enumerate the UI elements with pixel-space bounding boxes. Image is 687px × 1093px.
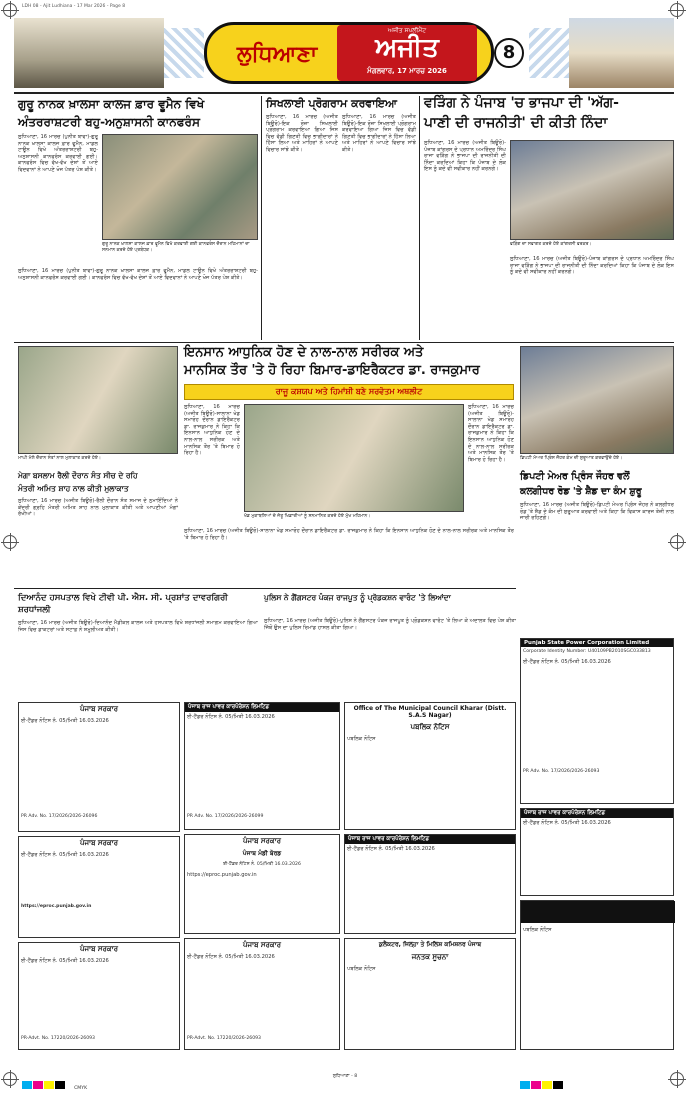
pspcl-ad-mid-number: PR Adv. No. 17/2026/2026-26099 — [187, 814, 264, 819]
athletes-photo — [244, 404, 464, 512]
page-number-badge — [494, 38, 524, 68]
punjab-sarkar-ad-3-number: PR-Advt. No. 17220/2026-26093 — [21, 1036, 95, 1041]
mandi-board-etender: ਈ-ਟੈਂਡਰ ਨੋਟਿਸ ਨੰ. 05/ਮਿਤੀ 16.03.2026 — [223, 862, 301, 867]
deputy-mayor-headline-1: ਡਿਪਟੀ ਮੇਅਰ ਪ੍ਰਿੰਸ ਜੌਹਰ ਵਲੋਂ — [520, 471, 630, 482]
pspcl-ad-title: Punjab State Power Corporation Limited — [521, 639, 673, 647]
punjab-sarkar-ad-4 — [184, 938, 340, 1050]
mela-body: ਲੁਧਿਆਣਾ, 16 ਮਾਰਚ (ਅਜੀਤ ਬਿਊਰੋ)-ਰੈਲੀ ਦੌਰਾਨ ਸੰਤ ਸਮਾਜ ਦੇ ਨੁਮਾਇੰਦਿਆਂ ਨੇ ਕੇਂਦਰੀ ਗ੍ਰਹਿ ਮੰਤਰੀ ਅਮਿਤ ਸ਼ਾਹ ਨਾਲ ਮੁਲਾਕਾਤ ਕੀਤੀ ਅਤੇ ਆਪਣੀਆਂ ਮੰਗਾਂ ਰੱਖੀਆਂ। — [18, 498, 178, 518]
pspcl-ad-center-header: ਪੰਜਾਬ ਰਾਜ ਪਾਵਰ ਕਾਰਪੋਰੇਸ਼ਨ ਲਿਮਟਿਡ — [345, 835, 515, 844]
section-rule-1 — [14, 342, 674, 343]
conference-headline-2: ਅੰਤਰਰਾਸ਼ਟਰੀ ਬਹੁ-ਅਨੁਸ਼ਾਸਨੀ ਕਾਨਫਰੰਸ — [18, 115, 200, 129]
conference-caption: ਗੁਰੂ ਨਾਨਕ ਖ਼ਾਲਸਾ ਕਾਲਜ ਫ਼ਾਰ ਵੂਮੈਨ ਵਿਖੇ ਕਰਵਾਈ ਗਈ ਕਾਨਫਰੰਸ ਦੌਰਾਨ ਮਹਿਮਾਨਾਂ ਦਾ ਸਨਮਾਨ ਕਰਦੇ ਹੋਏ ਪ੍ਰਬੰਧਕ। — [102, 242, 250, 253]
municipal-council-body: ਪਬਲਿਕ ਨੋਟਿਸ — [347, 736, 376, 742]
insaan-caption: ਖੇਡ ਮੁਕਾਬਲਿਆਂ ਦੇ ਜੇਤੂ ਖਿਡਾਰੀਆਂ ਨੂੰ ਸਨਮਾਨਿਤ ਕਰਦੇ ਹੋਏ ਮੁੱਖ ਮਹਿਮਾਨ। — [244, 514, 371, 519]
punjab-sarkar-ad-2-body: ਈ-ਟੈਂਡਰ ਨੋਟਿਸ ਨੰ. 05/ਮਿਤੀ 16.03.2026 — [21, 852, 109, 858]
municipal-council-notice: ਪਬਲਿਕ ਨੋਟਿਸ — [410, 723, 450, 731]
display-ad-body: ਪਬਲਿਕ ਨੋਟਿਸ — [523, 927, 552, 933]
insaan-ribbon — [184, 384, 514, 400]
punjab-sarkar-ad-2 — [18, 836, 180, 938]
masthead-date: ਮੰਗਲਵਾਰ, 17 ਮਾਰਚ 2026 — [367, 67, 447, 75]
warring-caption: ਵੜਿੰਗ ਦਾ ਸਵਾਗਤ ਕਰਦੇ ਹੋਏ ਕਾਂਗਰਸੀ ਵਰਕਰ। — [510, 242, 592, 247]
punjab-sarkar-ad-3 — [18, 942, 180, 1050]
warring-body: ਲੁਧਿਆਣਾ, 16 ਮਾਰਚ (ਅਜੀਤ ਬਿਊਰੋ)-ਪੰਜਾਬ ਕਾਂਗਰਸ ਦੇ ਪ੍ਰਧਾਨ ਅਮਰਿੰਦਰ ਸਿੰਘ ਰਾਜਾ ਵੜਿੰਗ ਨੇ ਭਾਜਪਾ ਦੀ ਰਾਜਨੀਤੀ ਦੀ ਨਿੰਦਾ ਕਰਦਿਆਂ ਕਿਹਾ ਕਿ ਪੰਜਾਬ ਦੇ ਲੋਕ ਇਸ ਨੂੰ ਕਦੇ ਵੀ ਸਵੀਕਾਰ ਨਹੀਂ ਕਰਨਗੇ। — [424, 140, 506, 173]
mandi-board-sarkar: ਪੰਜਾਬ ਸਰਕਾਰ — [242, 837, 281, 845]
conference-headline-1: ਗੁਰੂ ਨਾਨਕ ਖ਼ਾਲਸਾ ਕਾਲਜ ਫ਼ਾਰ ਵੂਮੈਨ ਵਿਖੇ — [18, 97, 205, 111]
masthead-pattern-right — [529, 28, 569, 78]
punjab-sarkar-ad-2-web[interactable]: https://eproc.punjab.gov.in — [21, 904, 92, 909]
collector-ad-janak: ਜਨਤਕ ਸੂਚਨਾ — [411, 953, 449, 961]
pspcl-ad-right-header: ਪੰਜਾਬ ਰਾਜ ਪਾਵਰ ਕਾਰਪੋਰੇਸ਼ਨ ਲਿਮਟਿਡ — [521, 809, 673, 818]
column-rule-1 — [261, 96, 262, 340]
collector-ad-body: ਪਬਲਿਕ ਨੋਟਿਸ — [347, 966, 376, 972]
section-rule-2 — [14, 588, 516, 589]
collector-ad-title: ਕੁਲੈਕਟਰ, ਜਿਲ੍ਹਾ ਤੇ ਮਿਲਿਸ਼ ਕਮਿਸ਼ਨਰ ਪੰਜਾਬ — [378, 941, 482, 948]
police-body: ਲੁਧਿਆਣਾ, 16 ਮਾਰਚ (ਅਜੀਤ ਬਿਊਰੋ)-ਪੁਲਿਸ ਨੇ ਗੈਂਗਸਟਰ ਪੰਕਜ ਰਾਜਪੂਤ ਨੂੰ ਪ੍ਰੋਡਕਸ਼ਨ ਵਾਰੰਟ 'ਤੇ ਲਿਆ ਕੇ ਅਦਾਲਤ ਵਿਚ ਪੇਸ਼ ਕੀਤਾ ਜਿੱਥੋਂ ਉਸ ਦਾ ਪੁਲਿਸ ਰਿਮਾਂਡ ਹਾਸਲ ਕੀਤਾ ਗਿਆ। — [264, 618, 516, 631]
print-slug: LDH 08 - Ajit Ludhiana - 17 Mar 2026 - Page 8 — [22, 4, 126, 9]
mela-caption: ਮਾਘੀ ਮੇਲੇ ਦੌਰਾਨ ਸੰਤਾਂ ਨਾਲ ਮੁਲਾਕਾਤ ਕਰਦੇ ਹੋਏ। — [18, 456, 101, 461]
pspcl-ad-center-body: ਈ-ਟੈਂਡਰ ਨੋਟਿਸ ਨੰ. 05/ਮਿਤੀ 16.03.2026 — [347, 846, 435, 852]
punjab-sarkar-ad-2-title: ਪੰਜਾਬ ਸਰਕਾਰ — [79, 839, 118, 847]
municipal-council-ad — [344, 702, 516, 830]
pspcl-ad-center — [344, 834, 516, 934]
swatch-black — [55, 1081, 65, 1089]
warring-headline-1: ਵੜਿੰਗ ਨੇ ਪੰਜਾਬ 'ਚ ਭਾਜਪਾ ਦੀ 'ਅੱਗ- — [424, 95, 619, 111]
insaan-headline-2: ਮਾਨਸਿਕ ਤੌਰ 'ਤੇ ਹੋ ਰਿਹਾ ਬਿਮਾਰ-ਡਾਇਰੈਕਟਰ ਡਾ. ਰਾਜਕੁਮਾਰ — [184, 363, 480, 378]
punjab-sarkar-ad-3-body: ਈ-ਟੈਂਡਰ ਨੋਟਿਸ ਨੰ. 05/ਮਿਤੀ 16.03.2026 — [21, 958, 109, 964]
deputy-mayor-headline-2: ਕਲਗੀਧਰ ਰੋਡ 'ਤੇ ਸ਼ੈਡ ਦਾ ਕੰਮ ਸ਼ੁਰੂ — [520, 486, 642, 497]
insaan-headline-1: ਇਨਸਾਨ ਆਧੁਨਿਕ ਹੋਣ ਦੇ ਨਾਲ-ਨਾਲ ਸਰੀਰਕ ਅਤੇ — [184, 345, 424, 360]
footer-color-bar — [22, 1074, 162, 1091]
mandi-board-title: ਪੰਜਾਬ ਮੰਡੀ ਬੋਰਡ — [242, 850, 282, 857]
training-headline: ਸਿਖਲਾਈ ਪ੍ਰੋਗਰਾਮ ਕਰਵਾਇਆ — [266, 97, 397, 110]
masthead-pattern-left — [164, 28, 204, 78]
footer-page-label: ਲੁਧਿਆਣਾ - 8 — [332, 1074, 358, 1079]
swatch-cyan-right — [520, 1081, 530, 1089]
masthead-banner — [204, 22, 494, 84]
deputy-mayor-caption: ਡਿਪਟੀ ਮੇਅਰ ਪ੍ਰਿੰਸ ਜੌਹਰ ਕੰਮ ਦੀ ਸ਼ੁਰੂਆਤ ਕਰਵਾਉਂਦੇ ਹੋਏ। — [520, 456, 623, 461]
mela-headline-1: ਮੇਗਾ ਬਸਲਾਮ ਰੈਲੀ ਦੌਰਾਨ ਸੰਤ ਸੀਚ ਦੇ ਰਹਿ — [18, 471, 138, 480]
registration-mark-bottom-left — [3, 1072, 17, 1086]
pspcl-ad-body: ਈ-ਟੈਂਡਰ ਨੋਟਿਸ ਨੰ. 05/ਮਿਤੀ 16.03.2026 — [523, 659, 611, 665]
insaan-body-col-2: ਲੁਧਿਆਣਾ, 16 ਮਾਰਚ (ਅਜੀਤ ਬਿਊਰੋ)-ਸਾਲਾਨਾ ਖੇਡ ਸਮਾਰੋਹ ਦੌਰਾਨ ਡਾਇਰੈਕਟਰ ਡਾ. ਰਾਜਕੁਮਾਰ ਨੇ ਕਿਹਾ ਕਿ ਇਨਸਾਨ ਆਧੁਨਿਕ ਹੋਣ ਦੇ ਨਾਲ-ਨਾਲ ਸਰੀਰਕ ਅਤੇ ਮਾਨਸਿਕ ਤੌਰ 'ਤੇ ਬਿਮਾਰ ਹੋ ਰਿਹਾ ਹੈ। — [468, 404, 514, 463]
insaan-body-col-3: ਲੁਧਿਆਣਾ, 16 ਮਾਰਚ (ਅਜੀਤ ਬਿਊਰੋ)-ਸਾਲਾਨਾ ਖੇਡ ਸਮਾਰੋਹ ਦੌਰਾਨ ਡਾਇਰੈਕਟਰ ਡਾ. ਰਾਜਕੁਮਾਰ ਨੇ ਕਿਹਾ ਕਿ ਇਨਸਾਨ ਆਧੁਨਿਕ ਹੋਣ ਦੇ ਨਾਲ-ਨਾਲ ਸਰੀਰਕ ਅਤੇ ਮਾਨਸਿਕ ਤੌਰ 'ਤੇ ਬਿਮਾਰ ਹੋ ਰਿਹਾ ਹੈ। — [184, 528, 514, 541]
hospital-headline: ਦਿਆਨੰਦ ਹਸਪਤਾਲ ਵਿਖੇ ਟੀਵੀ ਪੀ. ਐਸ. ਸੀ. ਪ੍ਰਸ਼ਾਂਤ ਦਾਵਰਗਿਰੀ ਸ਼ਰਧਾਂਜਲੀ — [18, 593, 228, 615]
swatch-magenta — [33, 1081, 43, 1089]
column-rule-2 — [419, 96, 420, 340]
masthead-paper-name: ਅਜੀਤ — [375, 33, 439, 63]
warring-photo — [510, 140, 674, 240]
pspcl-ad-top — [520, 638, 674, 804]
hospital-body: ਲੁਧਿਆਣਾ, 16 ਮਾਰਚ (ਅਜੀਤ ਬਿਊਰੋ)-ਦਿਆਨੰਦ ਮੈਡੀਕਲ ਕਾਲਜ ਅਤੇ ਹਸਪਤਾਲ ਵਿਖੇ ਸ਼ਰਧਾਂਜਲੀ ਸਮਾਗਮ ਕਰਵਾਇਆ ਗਿਆ ਜਿਸ ਵਿਚ ਡਾਕਟਰਾਂ ਅਤੇ ਸਟਾਫ਼ ਨੇ ਸ਼ਮੂਲੀਅਤ ਕੀਤੀ। — [18, 620, 258, 633]
pspcl-ad-right-body: ਈ-ਟੈਂਡਰ ਨੋਟਿਸ ਨੰ. 05/ਮਿਤੀ 16.03.2026 — [523, 820, 611, 826]
punjab-sarkar-ad-1-number: PR Adv. No. 17/2026/2026-26096 — [21, 814, 98, 819]
pspcl-ad-right — [520, 808, 674, 896]
masthead-right-clocktower-image — [569, 18, 674, 88]
swatch-cyan — [22, 1081, 32, 1089]
pspcl-ad-mid-body: ਈ-ਟੈਂਡਰ ਨੋਟਿਸ ਨੰ. 05/ਮਿਤੀ 16.03.2026 — [187, 714, 275, 720]
insaan-body-col-1: ਲੁਧਿਆਣਾ, 16 ਮਾਰਚ (ਅਜੀਤ ਬਿਊਰੋ)-ਸਾਲਾਨਾ ਖੇਡ ਸਮਾਰੋਹ ਦੌਰਾਨ ਡਾਇਰੈਕਟਰ ਡਾ. ਰਾਜਕੁਮਾਰ ਨੇ ਕਿਹਾ ਕਿ ਇਨਸਾਨ ਆਧੁਨਿਕ ਹੋਣ ਦੇ ਨਾਲ-ਨਾਲ ਸਰੀਰਕ ਅਤੇ ਮਾਨਸਿਕ ਤੌਰ 'ਤੇ ਬਿਮਾਰ ਹੋ ਰਿਹਾ ਹੈ। — [184, 404, 240, 457]
municipal-council-title: Office of The Municipal Council Kharar (Distt. S.A.S Nagar) — [353, 705, 507, 719]
registration-mark-bottom-right — [670, 1072, 684, 1086]
mandi-board-ad — [184, 834, 340, 934]
punjab-sarkar-ad-1 — [18, 702, 180, 832]
warring-body-cont: ਲੁਧਿਆਣਾ, 16 ਮਾਰਚ (ਅਜੀਤ ਬਿਊਰੋ)-ਪੰਜਾਬ ਕਾਂਗਰਸ ਦੇ ਪ੍ਰਧਾਨ ਅਮਰਿੰਦਰ ਸਿੰਘ ਰਾਜਾ ਵੜਿੰਗ ਨੇ ਭਾਜਪਾ ਦੀ ਰਾਜਨੀਤੀ ਦੀ ਨਿੰਦਾ ਕਰਦਿਆਂ ਕਿਹਾ ਕਿ ਪੰਜਾਬ ਦੇ ਲੋਕ ਇਸ ਨੂੰ ਕਦੇ ਵੀ ਸਵੀਕਾਰ ਨਹੀਂ ਕਰਨਗੇ। — [510, 256, 674, 276]
swatch-magenta-right — [531, 1081, 541, 1089]
deputy-mayor-body: ਲੁਧਿਆਣਾ, 16 ਮਾਰਚ (ਅਜੀਤ ਬਿਊਰੋ)-ਡਿਪਟੀ ਮੇਅਰ ਪ੍ਰਿੰਸ ਜੌਹਰ ਨੇ ਕਲਗੀਧਰ ਰੋਡ 'ਤੇ ਸ਼ੈਡ ਦੇ ਕੰਮ ਦੀ ਸ਼ੁਰੂਆਤ ਕਰਵਾਈ ਅਤੇ ਕਿਹਾ ਕਿ ਵਿਕਾਸ ਕਾਰਜ ਤੇਜ਼ੀ ਨਾਲ ਜਾਰੀ ਰਹਿਣਗੇ। — [520, 502, 674, 522]
punjab-sarkar-ad-1-body: ਈ-ਟੈਂਡਰ ਨੋਟਿਸ ਨੰ. 05/ਮਿਤੀ 16.03.2026 — [21, 718, 109, 724]
conference-body-cont: ਲੁਧਿਆਣਾ, 16 ਮਾਰਚ (ਪੁਨੀਤ ਬਾਵਾ)-ਗੁਰੂ ਨਾਨਕ ਖ਼ਾਲਸਾ ਕਾਲਜ ਫ਼ਾਰ ਵੂਮੈਨ, ਮਾਡਲ ਟਾਊਨ ਵਿਖੇ ਅੰਤਰਰਾਸ਼ਟਰੀ ਬਹੁ-ਅਨੁਸ਼ਾਸਨੀ ਕਾਨਫਰੰਸ ਕਰਵਾਈ ਗਈ। ਕਾਨਫਰੰਸ ਵਿਚ ਵੱਖ-ਵੱਖ ਦੇਸ਼ਾਂ ਤੋਂ ਆਏ ਵਿਦਵਾਨਾਂ ਨੇ ਆਪਣੇ ਖੋਜ ਪੱਤਰ ਪੇਸ਼ ਕੀਤੇ। — [18, 268, 258, 281]
masthead-city: ਲੁਧਿਆਣਾ — [236, 42, 318, 67]
pspcl-ad-number: PR Adv. No. 17/2026/2026-26093 — [523, 769, 600, 774]
mela-photo — [18, 346, 178, 454]
police-headline: ਪੁਲਿਸ ਨੇ ਗੈਂਗਸਟਰ ਪੰਕਜ ਰਾਜਪੂਤ ਨੂੰ ਪ੍ਰੋਡਕਸ਼ਨ ਵਾਰੰਟ 'ਤੇ ਲਿਆਂਦਾ — [264, 593, 451, 602]
training-body-cont: ਲੁਧਿਆਣਾ, 16 ਮਾਰਚ (ਅਜੀਤ ਬਿਊਰੋ)-ਇਕ ਰੋਜ਼ਾ ਸਿਖਲਾਈ ਪ੍ਰੋਗਰਾਮ ਕਰਵਾਇਆ ਗਿਆ ਜਿਸ ਵਿਚ ਵੱਡੀ ਗਿਣਤੀ ਵਿਚ ਭਾਗੀਦਾਰਾਂ ਨੇ ਹਿੱਸਾ ਲਿਆ ਅਤੇ ਮਾਹਿਰਾਂ ਨੇ ਆਪਣੇ ਵਿਚਾਰ ਸਾਂਝੇ ਕੀਤੇ। — [342, 114, 416, 153]
conference-photo — [102, 134, 258, 240]
swatch-black-right — [553, 1081, 563, 1089]
page-number: 8 — [502, 42, 516, 63]
deputy-mayor-photo — [520, 346, 674, 454]
footer-left-label: CMYK — [74, 1086, 88, 1091]
masthead — [14, 18, 674, 90]
pspcl-ad-mid-header: ਪੰਜਾਬ ਰਾਜ ਪਾਵਰ ਕਾਰਪੋਰੇਸ਼ਨ ਲਿਮਟਿਡ — [185, 703, 339, 712]
punjab-sarkar-ad-3-title: ਪੰਜਾਬ ਸਰਕਾਰ — [79, 945, 118, 953]
registration-mark-top-right — [670, 3, 684, 17]
display-ad-banner — [521, 901, 675, 923]
masthead-logo-panel — [337, 25, 477, 81]
footer-color-bar-right — [520, 1074, 660, 1084]
registration-mark-top-left — [3, 3, 17, 17]
mela-headline-2: ਮੰਤਰੀ ਅਮਿਤ ਸ਼ਾਹ ਨਾਲ ਕੀਤੀ ਮੁਲਾਕਾਤ — [18, 484, 129, 493]
display-ad-right — [520, 900, 674, 1050]
mandi-board-body: https://eproc.punjab.gov.in — [187, 872, 257, 878]
registration-mark-mid-left — [3, 535, 17, 549]
swatch-yellow-right — [542, 1081, 552, 1089]
swatch-yellow — [44, 1081, 54, 1089]
punjab-sarkar-ad-4-title: ਪੰਜਾਬ ਸਰਕਾਰ — [242, 941, 281, 949]
collector-ad — [344, 938, 516, 1050]
masthead-left-image — [14, 18, 164, 88]
punjab-sarkar-ad-4-number: PR-Advt. No. 17220/2026-26093 — [187, 1036, 261, 1041]
punjab-sarkar-ad-1-title: ਪੰਜਾਬ ਸਰਕਾਰ — [79, 705, 118, 713]
conference-body: ਲੁਧਿਆਣਾ, 16 ਮਾਰਚ (ਪੁਨੀਤ ਬਾਵਾ)-ਗੁਰੂ ਨਾਨਕ ਖ਼ਾਲਸਾ ਕਾਲਜ ਫ਼ਾਰ ਵੂਮੈਨ, ਮਾਡਲ ਟਾਊਨ ਵਿਖੇ ਅੰਤਰਰਾਸ਼ਟਰੀ ਬਹੁ-ਅਨੁਸ਼ਾਸਨੀ ਕਾਨਫਰੰਸ ਕਰਵਾਈ ਗਈ। ਕਾਨਫਰੰਸ ਵਿਚ ਵੱਖ-ਵੱਖ ਦੇਸ਼ਾਂ ਤੋਂ ਆਏ ਵਿਦਵਾਨਾਂ ਨੇ ਆਪਣੇ ਖੋਜ ਪੱਤਰ ਪੇਸ਼ ਕੀਤੇ। — [18, 134, 98, 173]
pspcl-ad-sub: Corporate Identity Number: U40109PB2010SGC033813 — [523, 649, 651, 654]
masthead-tagline: ਅਜੀਤ ਸਪਲੀਮੈਂਟ — [387, 27, 427, 34]
warring-headline-2: ਪਾਣੀ ਦੀ ਰਾਜਨੀਤੀ' ਦੀ ਕੀਤੀ ਨਿੰਦਾ — [424, 115, 608, 131]
pspcl-ad-mid — [184, 702, 340, 830]
training-body: ਲੁਧਿਆਣਾ, 16 ਮਾਰਚ (ਅਜੀਤ ਬਿਊਰੋ)-ਇਕ ਰੋਜ਼ਾ ਸਿਖਲਾਈ ਪ੍ਰੋਗਰਾਮ ਕਰਵਾਇਆ ਗਿਆ ਜਿਸ ਵਿਚ ਵੱਡੀ ਗਿਣਤੀ ਵਿਚ ਭਾਗੀਦਾਰਾਂ ਨੇ ਹਿੱਸਾ ਲਿਆ ਅਤੇ ਮਾਹਿਰਾਂ ਨੇ ਆਪਣੇ ਵਿਚਾਰ ਸਾਂਝੇ ਕੀਤੇ। — [266, 114, 338, 153]
insaan-ribbon-text: ਰਾਜੂ ਕਸ਼ਯਪ ਅਤੇ ਹਿਮਾਂਸ਼ੀ ਬਣੇ ਸਰਵੋਤਮ ਅਥਲੀਟ — [275, 387, 423, 396]
punjab-sarkar-ad-4-body: ਈ-ਟੈਂਡਰ ਨੋਟਿਸ ਨੰ. 05/ਮਿਤੀ 16.03.2026 — [187, 954, 275, 960]
